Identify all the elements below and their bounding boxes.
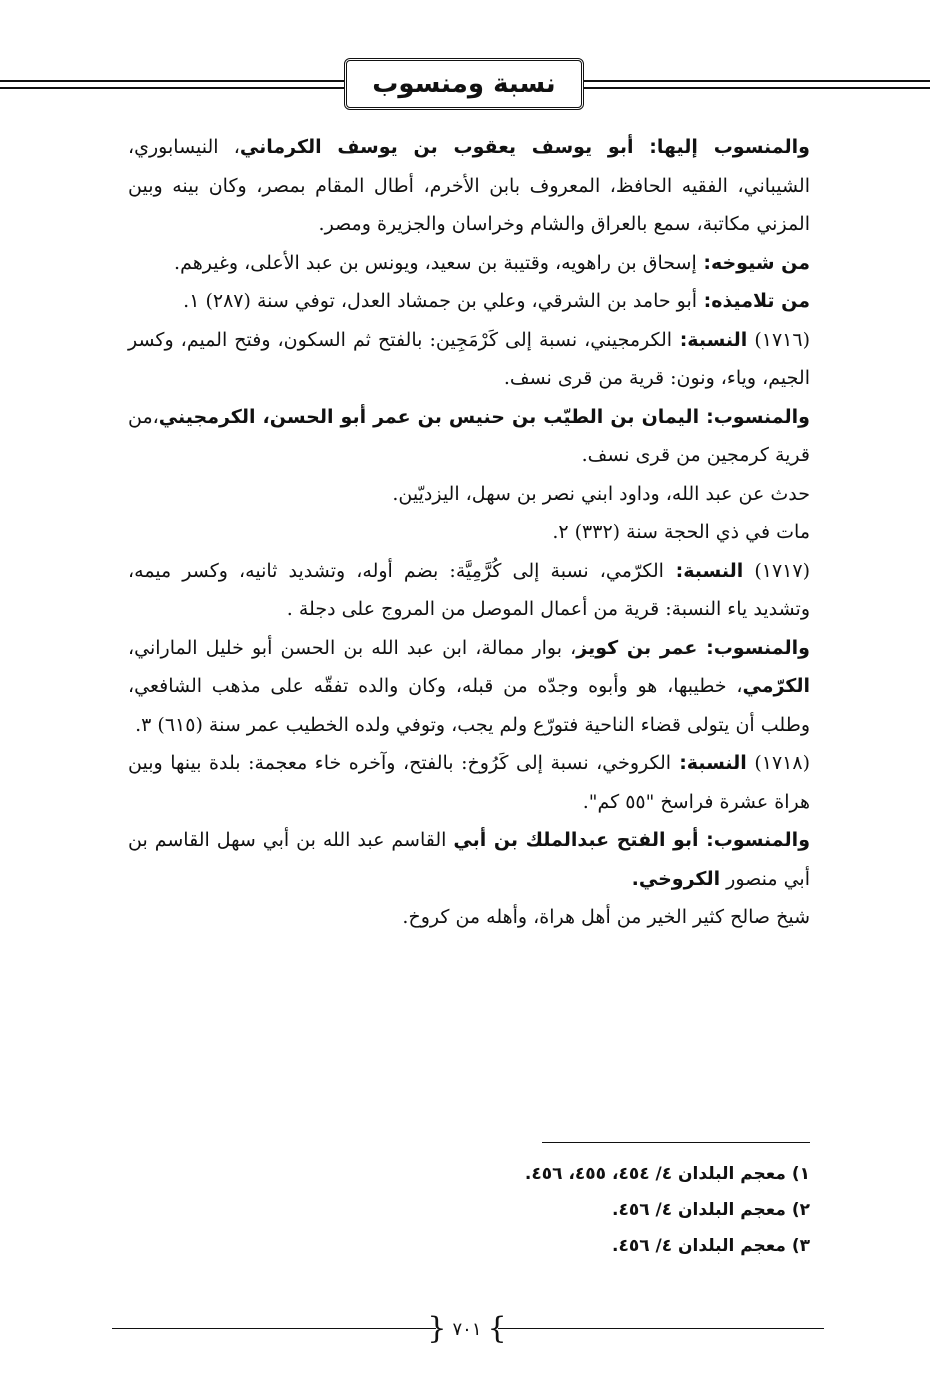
header-rule-left: [0, 80, 344, 82]
page-number-brace-left: {: [427, 1311, 447, 1346]
text-run: ، بوار ممالة، ابن عبد الله بن الحسن أبو خليل الماراني،: [128, 636, 577, 659]
bold-run: النسبة:: [671, 752, 747, 774]
paragraph-12: [128, 898, 810, 937]
text-run: إسحاق بن راهويه، وقتيبة بن سعيد، ويونس بن عبد الأعلى، وغيرهم.: [174, 251, 697, 274]
running-header: [344, 58, 584, 110]
bold-run: والمنسوب: أبو الفتح عبدالملك بن أبي: [453, 829, 810, 851]
bold-run: والمنسوب: اليمان بن الطيّب بن حنيس بن عمر أبو الحسن، الكرمجيني: [158, 405, 810, 428]
header-rule-right-2: [584, 87, 930, 89]
bold-run: أبو يوسف يعقوب بن يوسف الكرماني: [239, 136, 634, 158]
paragraph-11: [128, 821, 810, 898]
text-run: مات في ذي الحجة سنة (٣٣٢) ٢.: [552, 521, 810, 543]
text-run: ، خطيبها، هو وأبوه وجدّه من قبله، وكان والده تفقّه على مذهب الشافعي، وطلب أن يتولى قضاء الناحية فتورّع ولم يجب، وتوفي ولده الخطيب عمر سنة (٦١٥) ٣.: [128, 675, 810, 736]
main-text: [128, 128, 810, 937]
text-run: (١٧١٧): [743, 559, 810, 582]
paragraph-8: [128, 552, 810, 629]
header-rule-right: [584, 80, 930, 82]
page-number-box: [427, 1311, 507, 1346]
text-run: ،من قرية كرمجين من قرى نسف.: [128, 405, 810, 466]
footer-rule-right: [498, 1328, 824, 1329]
page-number-brace-right: }: [487, 1311, 507, 1346]
bold-run: النسبة:: [663, 559, 744, 582]
bold-run: من شيوخه:: [696, 251, 810, 274]
bold-run: من تلاميذه:: [697, 290, 810, 312]
paragraph-6: [128, 475, 810, 514]
paragraph-2: [128, 244, 810, 283]
footer-rule-left: [112, 1328, 436, 1329]
paragraph-9: [128, 629, 810, 745]
footnote-separator: [542, 1142, 810, 1143]
text-run: القاسم عبد الله بن أبي سهل القاسم بن أبي منصور: [128, 829, 810, 890]
bold-run: والمنسوب إليها:: [633, 136, 810, 158]
paragraph-3: [128, 282, 810, 321]
footnotes: [300, 1156, 810, 1264]
bold-run: النسبة:: [672, 328, 748, 351]
footnote-1: ١) معجم البلدان ٤/ ٤٥٤، ٤٥٥، ٤٥٦.: [524, 1164, 810, 1184]
header-rule-left-2: [0, 87, 344, 89]
footnote-2: ٢) معجم البلدان ٤/ ٤٥٦.: [611, 1200, 810, 1220]
page-number: ٧٠١: [452, 1318, 482, 1340]
bold-run: والمنسوب: عمر بن كويز: [576, 636, 810, 659]
text-run: ، النيسابوري، الشيباني، الفقيه الحافظ، المعروف بابن الأخرم، أطال المقام بمصر، وكان بينه وبين المزني مكاتبة، سمع بالعراق والشام وخراسان والجزيرة ومصر.: [128, 136, 810, 235]
running-header-title: نسبة ومنسوب: [372, 69, 556, 99]
paragraph-4: [128, 321, 810, 398]
text-run: الكرمجيني، نسبة إلى كَرْمَجِين: بالفتح ثم السكون، وفتح الميم، وكسر الجيم، وياء، ونون: قرية من قرى نسف.: [128, 328, 810, 389]
paragraph-1: [128, 128, 810, 244]
bold-run: الكرّمي: [742, 675, 810, 697]
paragraph-5: [128, 398, 810, 475]
text-run: شيخ صالح كثير الخير من أهل هراة، وأهله من كروخ.: [402, 906, 810, 928]
paragraph-10: [128, 744, 810, 821]
footnote-3: ٣) معجم البلدان ٤/ ٤٥٦.: [611, 1236, 810, 1256]
text-run: الكرّمي، نسبة إلى كُرَّمِيَّة: بضم أوله، وتشديد ثانيه، وكسر ميمه، وتشديد ياء النسبة: قرية من أعمال الموصل من المروج على دجلة .: [128, 559, 810, 620]
paragraph-7: [128, 513, 810, 552]
text-run: الكروخي، نسبة إلى كَرُوخ: بالفتح، وآخره خاء معجمة: بلدة بينها وبين هراة عشرة فراسخ "٥٥ كم".: [128, 752, 810, 813]
text-run: (١٧١٨): [746, 752, 811, 774]
text-run: أبو حامد بن الشرقي، وعلي بن جمشاد العدل، توفي سنة (٢٨٧) ١.: [183, 290, 698, 312]
text-run: (١٧١٦): [747, 328, 811, 351]
text-run: حدث عن عبد الله، وداود ابني نصر بن سهل، اليزديّين.: [392, 482, 810, 505]
bold-run: الكروخي.: [631, 867, 721, 890]
